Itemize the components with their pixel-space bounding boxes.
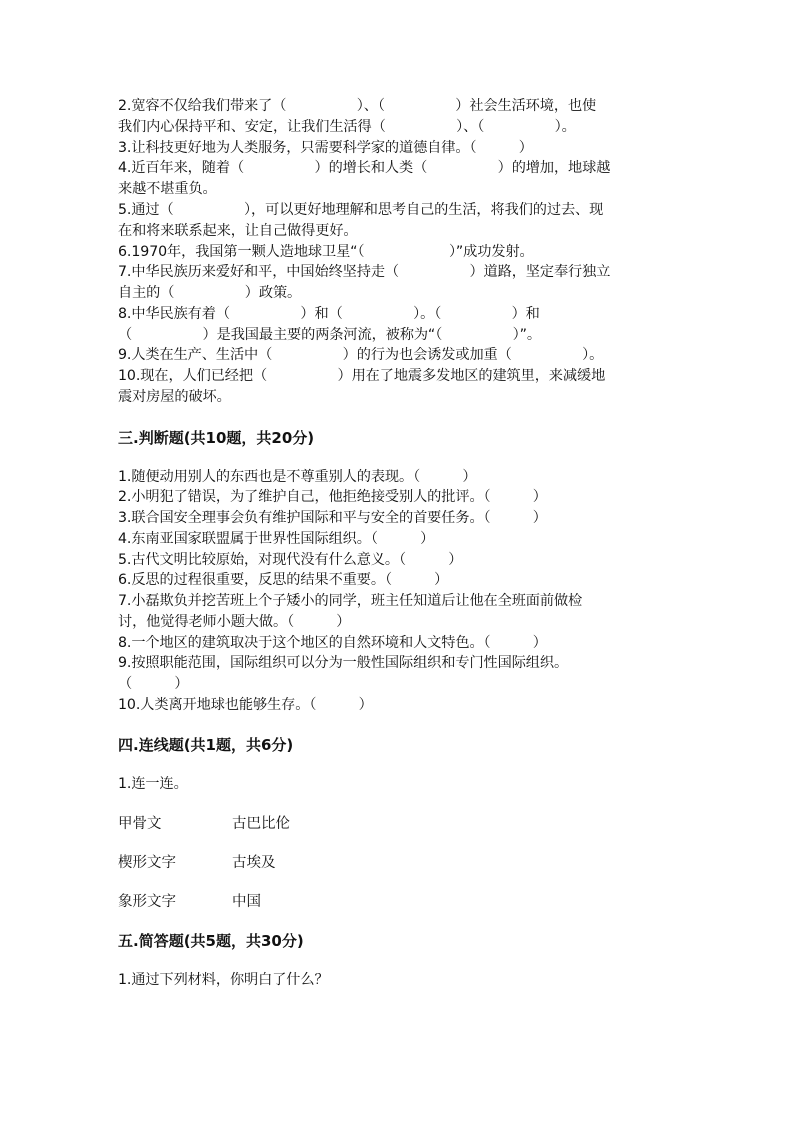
fill-line: 5.通过（ ），可以更好地理解和思考自己的生活，将我们的过去、现 [118,202,604,218]
match-right-item: 古埃及 [232,855,276,871]
tf-question: 2.小明犯了错误，为了维护自己，他拒绝接受别人的批评。（ ） [118,489,547,505]
fill-line: 9.人类在生产、生活中（ ）的行为也会诱发或加重（ ）。 [118,347,604,363]
section-heading: 五.简答题(共5题，共30分) [118,932,304,950]
fill-line: 3.让科技更好地为人类服务，只需要科学家的道德自律。（ ） [118,140,533,156]
tf-question: 5.古代文明比较原始，对现代没有什么意义。（ ） [118,552,463,568]
fill-line: 来越不堪重负。 [118,181,217,197]
section-heading: 三.判断题(共10题，共20分) [118,429,315,447]
tf-question: 8.一个地区的建筑取决于这个地区的自然环境和人文特色。（ ） [118,635,547,651]
fill-line: 4.近百年来，随着（ ）的增长和人类（ ）的增加，地球越 [118,160,611,176]
match-right-item: 中国 [232,894,261,910]
tf-question: （ ） [118,676,189,692]
tf-question: 6.反思的过程很重要，反思的结果不重要。（ ） [118,572,449,588]
tf-question: 3.联合国安全理事会负有维护国际和平与安全的首要任务。（ ） [118,510,547,526]
match-left-item: 楔形文字 [118,855,176,871]
fill-line: 8.中华民族有着（ ）和（ ）。（ ）和 [118,306,540,322]
fill-line: 10.现在，人们已经把（ ）用在了地震多发地区的建筑里，来减缓地 [118,368,606,384]
fill-line: 震对房屋的破坏。 [118,389,231,405]
fill-line: （ ）是我国最主要的两条河流，被称为“（ ）”。 [118,327,541,343]
match-right-item: 古巴比伦 [232,816,290,832]
tf-question: 4.东南亚国家联盟属于世界性国际组织。（ ） [118,531,435,547]
fill-line: 7.中华民族历来爱好和平，中国始终坚持走（ ）道路，坚定奉行独立 [118,264,611,280]
fill-line: 在和将来联系起来，让自己做得更好。 [118,223,358,239]
section-heading: 四.连线题(共1题，共6分) [118,736,294,754]
tf-question: 1.随便动用别人的东西也是不尊重别人的表现。（ ） [118,469,477,485]
fill-line: 我们内心保持平和、安定，让我们生活得（ ）、（ ）。 [118,119,576,135]
fill-line: 6.1970年，我国第一颗人造地球卫星“（ ）”成功发射。 [118,244,534,260]
match-left-item: 甲骨文 [118,816,162,832]
fill-line: 自主的（ ）政策。 [118,285,302,301]
fill-line: 2.宽容不仅给我们带来了（ ）、（ ）社会生活环境，也使 [118,98,597,114]
tf-question: 10.人类离开地球也能够生存。（ ） [118,697,373,713]
tf-question: 9.按照职能范围，国际组织可以分为一般性国际组织和专门性国际组织。 [118,655,569,671]
short-answer-question: 1.通过下列材料，你明白了什么？ [118,972,329,988]
tf-question: 讨，他觉得老师小题大做。（ ） [118,614,351,630]
match-question: 1.连一连。 [118,776,188,792]
match-left-item: 象形文字 [118,894,176,910]
tf-question: 7.小磊欺负并挖苦班上个子矮小的同学，班主任知道后让他在全班面前做检 [118,593,583,609]
